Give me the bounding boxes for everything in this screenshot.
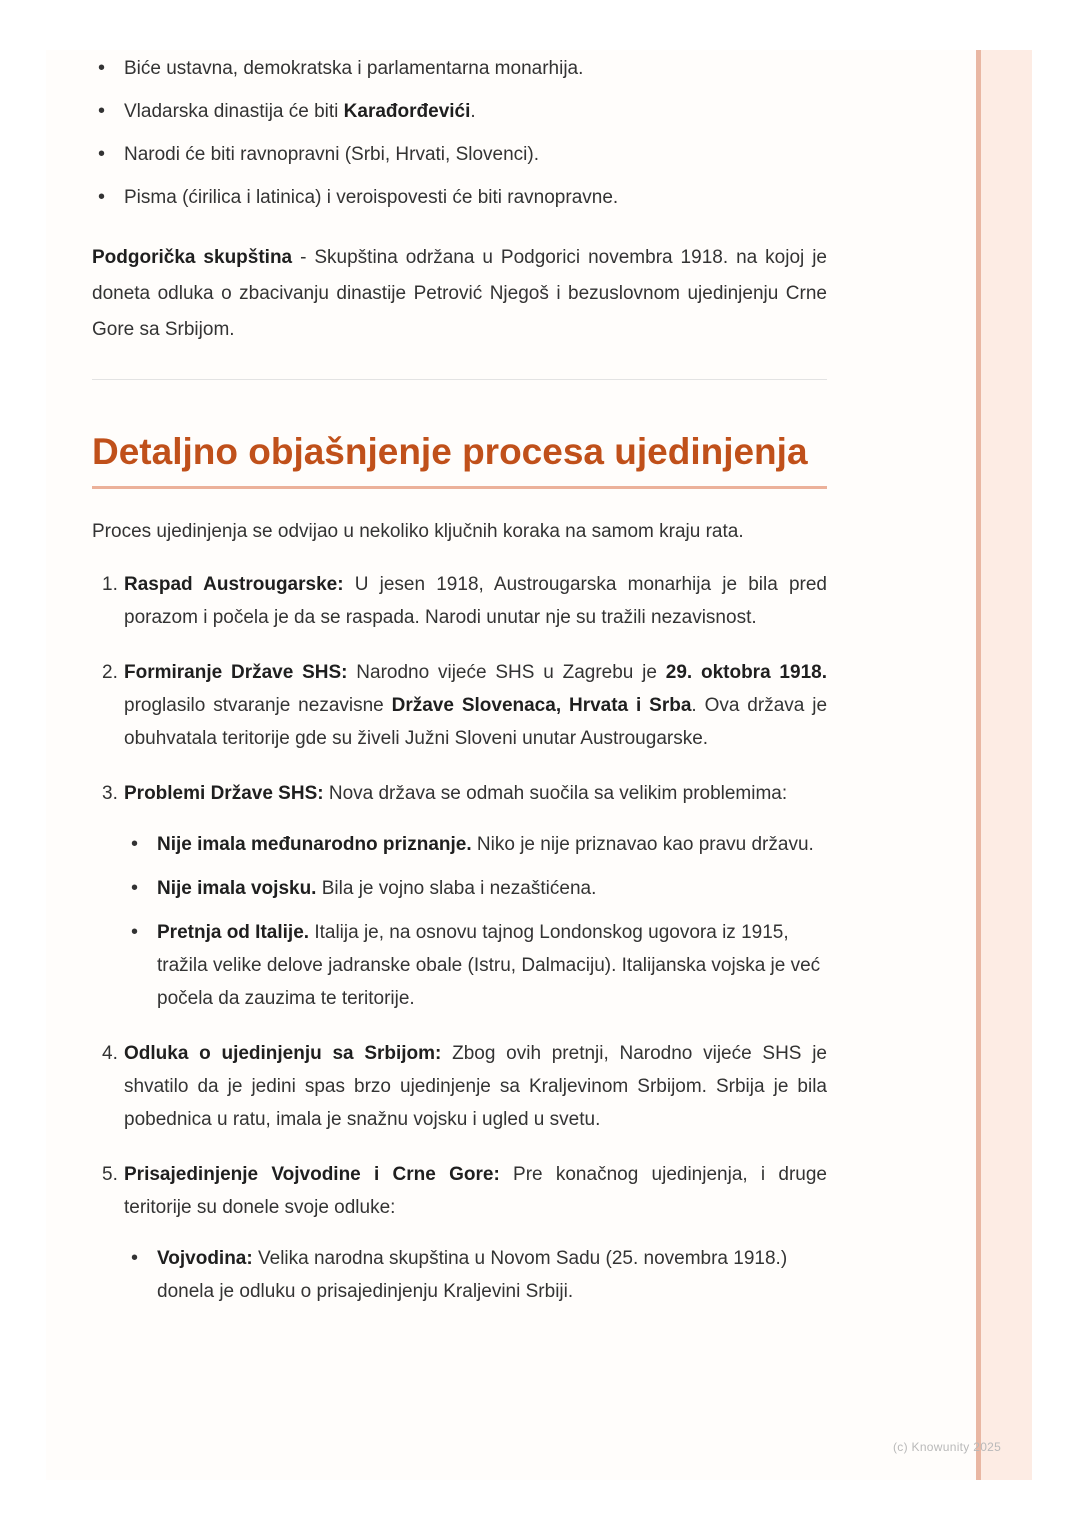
section-title: Detaljno objašnjenje procesa ujedinjenja xyxy=(92,430,827,489)
section-divider xyxy=(92,379,827,380)
step-title: Problemi Države SHS: xyxy=(124,783,324,804)
dynasty-name: Karađorđevići xyxy=(343,101,471,122)
section-intro: Proces ujedinjenja se odvijao u nekoliko ključnih koraka na samom kraju rata. xyxy=(92,521,744,542)
document-content xyxy=(92,50,827,1330)
side-panel xyxy=(976,50,1032,1480)
list-item: • Nije imala međunarodno priznanje. Niko je nije priznavao kao pravu državu. xyxy=(124,828,827,861)
constitution-bullets xyxy=(92,52,827,214)
list-item: 2. Formiranje Države SHS: Narodno vijeće SHS u Zagrebu je 29. oktobra 1918. proglasilo stvaranje nezavisne Države Slovenaca, Hrvata i Srba. Ova država je obuhvatala teritorije gde su živeli Južni Sloveni unutar Austrougarske. xyxy=(92,656,827,755)
territories-list xyxy=(124,1242,827,1308)
list-item: • Vladarska dinastija će biti Karađorđevići. xyxy=(92,95,827,128)
unification-steps xyxy=(92,568,827,1308)
problems-list xyxy=(124,828,827,1015)
step-number: 4. xyxy=(102,1043,118,1064)
list-item: • Pretnja od Italije. Italija je, na osnovu tajnog Londonskog ugovora iz 1915, tražila velike delove jadranske obale (Istru, Dalmaciju). Italijanska vojska je već počela da zauzima te teritorije. xyxy=(124,916,827,1015)
list-item: • Nije imala vojsku. Bila je vojno slaba i nezaštićena. xyxy=(124,872,827,905)
state-name-highlight: Države Slovenaca, Hrvata i Srba xyxy=(391,695,692,716)
list-item: • Biće ustavna, demokratska i parlamentarna monarhija. xyxy=(92,52,827,85)
step-title: Prisajedinjenje Vojvodine i Crne Gore: xyxy=(124,1164,500,1185)
list-item: 4. Odluka o ujedinjenju sa Srbijom: Zbog ovih pretnji, Narodno vijeće SHS je shvatilo da je jedini spas brzo ujedinjenje sa Kraljevinom Srbijom. Srbija je bila pobednica u ratu, imala je snažnu vojsku i ugled u svetu. xyxy=(92,1037,827,1136)
podgorica-term: Podgorička skupština xyxy=(92,247,293,268)
step-title: Odluka o ujedinjenju sa Srbijom: xyxy=(124,1043,442,1064)
list-item: • Pisma (ćirilica i latinica) i veroispovesti će biti ravnopravne. xyxy=(92,181,827,214)
step-number: 2. xyxy=(102,662,118,683)
list-item: 5. Prisajedinjenje Vojvodine i Crne Gore: Pre konačnog ujedinjenja, i druge teritorije su donele svoje odluke: • Vojvodina: Velika narodna skupština u Novom Sadu (25. novembra 1918.) donela je odluku o prisajedinjenju Kraljevini Srbiji. xyxy=(92,1158,827,1308)
date-highlight: 29. oktobra 1918. xyxy=(665,662,827,683)
copyright-watermark: (c) Knowunity 2025 xyxy=(893,1440,1002,1454)
list-item: 3. Problemi Države SHS: Nova država se odmah suočila sa velikim problemima: • Nije imala međunarodno priznanje. Niko je nije priznavao kao pravu državu. • Nije imala vojsku. Bila je vojno slaba i nezaštićena. • Pretnja od Italije. Italija je, na osnovu tajnog Londonskog ugovora iz 1915, tražila velike delove jadranske obale (Istru, Dalmaciju). Italijanska vojska je već počela da zauzima te teritorije. xyxy=(92,777,827,1015)
list-item: • Narodi će biti ravnopravni (Srbi, Hrvati, Slovenci). xyxy=(92,138,827,171)
step-title: Formiranje Države SHS: xyxy=(124,662,348,683)
list-item: • Vojvodina: Velika narodna skupština u Novom Sadu (25. novembra 1918.) donela je odluku o prisajedinjenju Kraljevini Srbiji. xyxy=(124,1242,827,1308)
step-number: 3. xyxy=(102,783,118,804)
list-item: 1. Raspad Austrougarske: U jesen 1918, Austrougarska monarhija je bila pred porazom i počela je da se raspada. Narodi unutar nje su tražili nezavisnost. xyxy=(92,568,827,634)
step-title: Raspad Austrougarske: xyxy=(124,574,344,595)
podgorica-paragraph: Podgorička skupština - Skupština održana u Podgorici novembra 1918. na kojoj je doneta odluka o zbacivanju dinastije Petrović Njegoš i bezuslovnom ujedinjenju Crne Gore sa Srbijom. xyxy=(92,247,827,340)
step-number: 5. xyxy=(102,1164,118,1185)
step-number: 1. xyxy=(102,574,118,595)
